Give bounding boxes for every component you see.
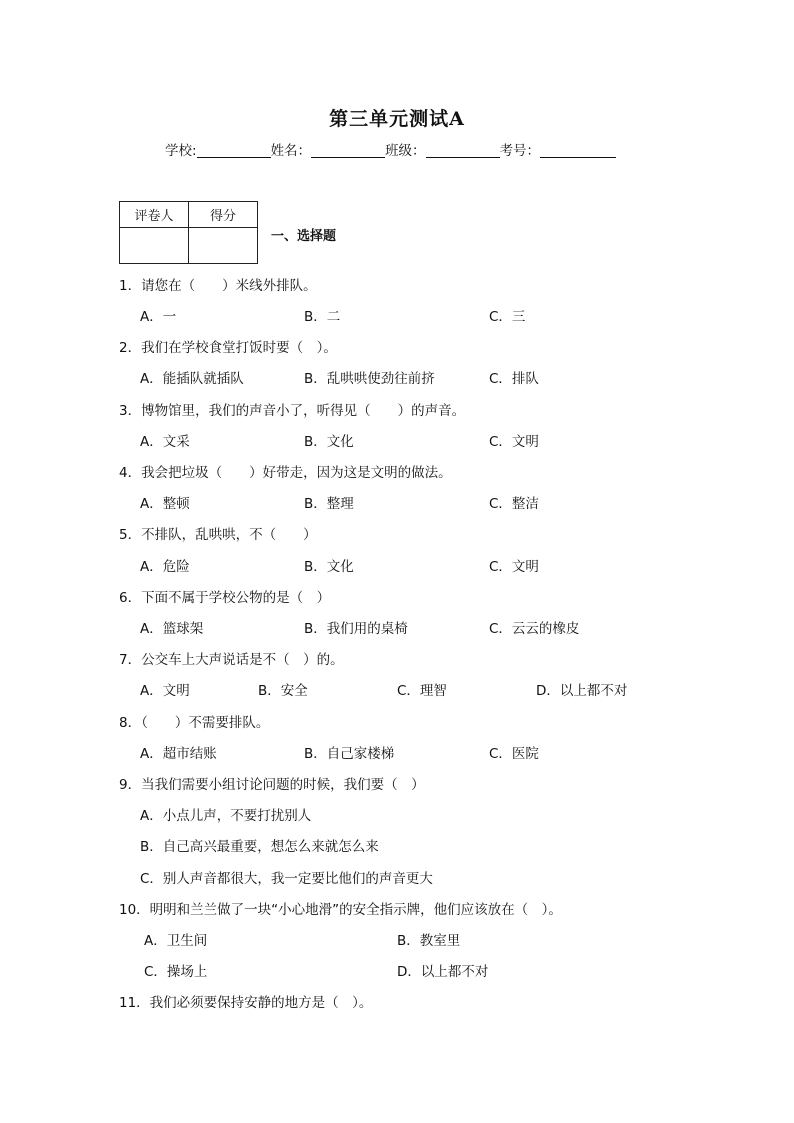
- q7-option-a[interactable]: A．文明: [140, 683, 190, 699]
- question-11: 11．我们必须要保持安静的地方是（ ）。: [119, 995, 373, 1011]
- q1-option-b[interactable]: B．二: [304, 309, 341, 325]
- question-6: 6．下面不属于学校公物的是（ ）: [119, 590, 331, 606]
- number-blank[interactable]: [540, 143, 616, 158]
- class-blank[interactable]: [426, 143, 500, 158]
- q7-option-c[interactable]: C．理智: [397, 683, 447, 699]
- number-label: 考号：: [499, 143, 541, 159]
- q5-option-b[interactable]: B．文化: [304, 559, 354, 575]
- q3-option-b[interactable]: B．文化: [304, 434, 354, 450]
- question-2: 2．我们在学校食堂打饭时要（ ）。: [119, 340, 337, 356]
- q9-option-a[interactable]: A．小点儿声，不要打扰别人: [140, 808, 312, 824]
- question-1: 1．请您在（ ）米线外排队。: [119, 278, 317, 294]
- score-cell[interactable]: [189, 228, 258, 264]
- q3-option-c[interactable]: C．文明: [489, 434, 539, 450]
- q10-option-c[interactable]: C．操场上: [144, 964, 208, 980]
- question-4: 4．我会把垃圾（ ）好带走，因为这是文明的做法。: [119, 465, 452, 481]
- class-label: 班级：: [385, 143, 426, 159]
- question-8: 8．（ ）不需要排队。: [119, 715, 270, 731]
- q3-option-a[interactable]: A．文采: [140, 434, 190, 450]
- q5-option-a[interactable]: A．危险: [140, 559, 190, 575]
- q1-option-a[interactable]: A．一: [140, 309, 177, 325]
- q6-option-c[interactable]: C．云云的橡皮: [489, 621, 580, 637]
- page-title: 第三单元测试A: [329, 108, 465, 130]
- question-9: 9．当我们需要小组讨论问题的时候，我们要（ ）: [119, 777, 425, 793]
- name-blank[interactable]: [311, 143, 385, 158]
- q8-option-a[interactable]: A．超市结账: [140, 746, 217, 762]
- q8-option-c[interactable]: C．医院: [489, 746, 539, 762]
- q10-option-d[interactable]: D．以上都不对: [397, 964, 489, 980]
- q10-option-a[interactable]: A．卫生间: [144, 933, 208, 949]
- question-7: 7．公交车上大声说话是不（ ）的。: [119, 652, 344, 668]
- q4-option-c[interactable]: C．整洁: [489, 496, 539, 512]
- q4-option-b[interactable]: B．整理: [304, 496, 354, 512]
- q2-option-b[interactable]: B．乱哄哄使劲往前挤: [304, 371, 435, 387]
- grader-cell[interactable]: [120, 228, 189, 264]
- q2-option-c[interactable]: C．排队: [489, 371, 539, 387]
- score-table: [119, 201, 258, 264]
- question-10: 10．明明和兰兰做了一块“小心地滑”的安全指示牌，他们应该放在（ ）。: [119, 902, 562, 918]
- q6-option-b[interactable]: B．我们用的桌椅: [304, 621, 408, 637]
- q8-option-b[interactable]: B．自己家楼梯: [304, 746, 395, 762]
- q2-option-a[interactable]: A．能插队就插队: [140, 371, 244, 387]
- q9-option-c[interactable]: C．别人声音都很大，我一定要比他们的声音更大: [140, 871, 433, 887]
- q7-option-d[interactable]: D．以上都不对: [536, 683, 628, 699]
- q4-option-a[interactable]: A．整顿: [140, 496, 190, 512]
- school-label: 学校:: [165, 143, 197, 159]
- grader-header: 评卷人: [120, 202, 189, 228]
- q1-option-c[interactable]: C．三: [489, 309, 526, 325]
- name-label: 姓名：: [270, 143, 312, 159]
- q7-option-b[interactable]: B．安全: [258, 683, 308, 699]
- q9-option-b[interactable]: B．自己高兴最重要，想怎么来就怎么来: [140, 839, 379, 855]
- question-3: 3．博物馆里，我们的声音小了，听得见（ ）的声音。: [119, 403, 466, 419]
- q10-option-b[interactable]: B．教室里: [397, 933, 461, 949]
- q6-option-a[interactable]: A．篮球架: [140, 621, 204, 637]
- score-header: 得分: [189, 202, 258, 228]
- section-heading: 一、选择题: [271, 229, 337, 244]
- question-5: 5．不排队，乱哄哄，不（ ）: [119, 527, 317, 543]
- student-info-line: [165, 139, 616, 159]
- school-blank[interactable]: [197, 143, 271, 158]
- q5-option-c[interactable]: C．文明: [489, 559, 539, 575]
